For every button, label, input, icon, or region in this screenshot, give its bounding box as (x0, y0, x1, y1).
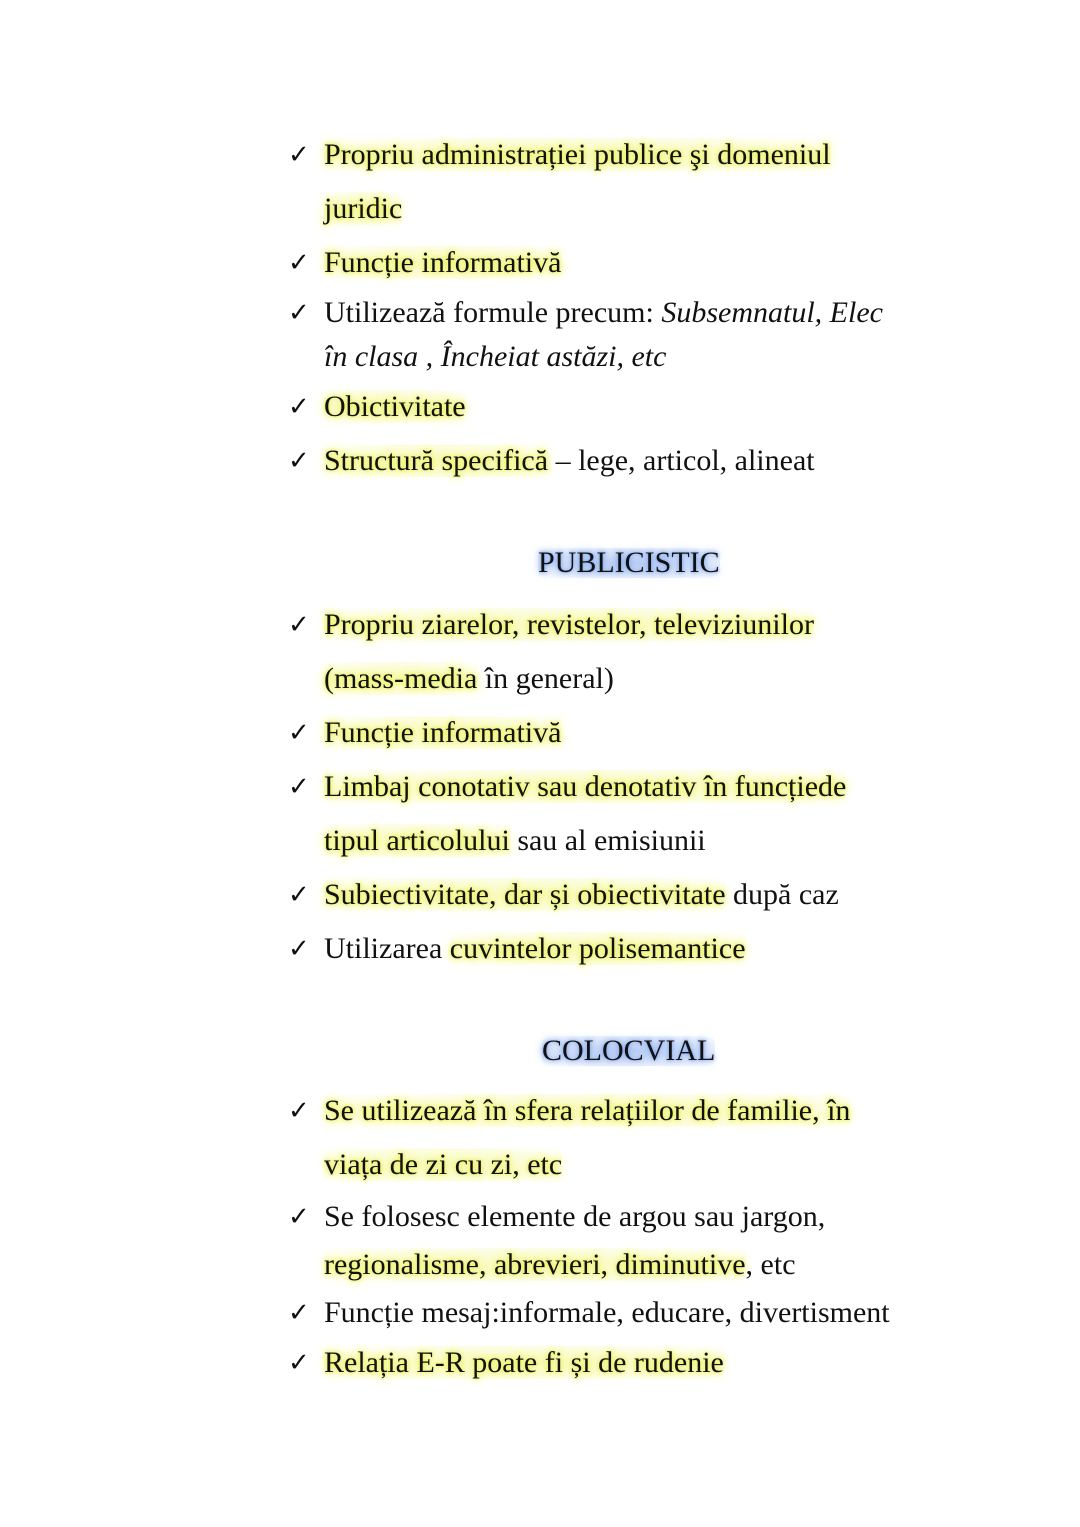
item-line (324, 664, 614, 694)
text-run: Utilizarea (324, 932, 450, 965)
item-line (324, 194, 402, 224)
item-line (324, 392, 466, 422)
highlighted-text: cuvintelor polisemantice (449, 932, 746, 965)
item-line (324, 342, 666, 372)
item-line (324, 248, 561, 278)
item-line (324, 826, 706, 856)
item-line (324, 1096, 850, 1126)
text-run: în general) (477, 662, 614, 695)
item-line (324, 1250, 796, 1280)
highlighted-text: viața de zi cu zi, etc (324, 1148, 563, 1181)
checkmark-icon: ✓ (288, 718, 310, 748)
highlighted-text: Funcție informativă (324, 716, 562, 749)
highlighted-text: Limbaj conotativ sau denotativ în funcțiede (324, 770, 847, 803)
checkmark-icon: ✓ (288, 446, 310, 476)
highlighted-text: Propriu administrației publice şi domeniul (324, 138, 831, 171)
checkmark-icon: ✓ (288, 772, 310, 802)
checkmark-icon: ✓ (288, 934, 310, 964)
checkmark-icon: ✓ (288, 880, 310, 910)
highlighted-text: Structură specifică (324, 444, 549, 477)
section-heading-colocvial: COLOCVIAL (542, 1034, 716, 1067)
checkmark-icon: ✓ (288, 1348, 310, 1378)
item-line (324, 446, 815, 476)
text-run: Utilizează formule precum: (324, 296, 662, 329)
checkmark-icon: ✓ (288, 392, 310, 422)
highlighted-text: juridic (324, 192, 403, 225)
text-run: după caz (725, 878, 839, 911)
checkmark-icon: ✓ (288, 610, 310, 640)
highlighted-text: tipul articolului (324, 824, 510, 857)
checkmark-icon: ✓ (288, 1298, 310, 1328)
highlighted-text: Subiectivitate, dar și obiectivitate (324, 878, 726, 911)
item-line (324, 1150, 562, 1180)
highlighted-text: Obictivitate (324, 390, 466, 423)
checkmark-icon: ✓ (288, 140, 310, 170)
highlighted-text: Funcție informativă (324, 246, 562, 279)
italic-text: Subsemnatul, Elec (661, 296, 883, 329)
item-line (324, 772, 846, 802)
checkmark-icon: ✓ (288, 298, 310, 328)
checkmark-icon: ✓ (288, 1202, 310, 1232)
item-line (324, 1348, 724, 1378)
item-line (324, 1202, 825, 1232)
highlighted-text: Propriu ziarelor, revistelor, televiziunilor (324, 608, 814, 641)
italic-text: în clasa , Încheiat astăzi, etc (324, 340, 667, 373)
checkmark-icon: ✓ (288, 1096, 310, 1126)
text-run: – lege, articol, alineat (548, 444, 815, 477)
section-heading-publicistic: PUBLICISTIC (538, 546, 720, 579)
item-line (324, 1298, 890, 1328)
text-run: Funcție mesaj:informale, educare, divertisment (324, 1296, 890, 1329)
highlighted-text: Relația E-R poate fi și de rudenie (324, 1346, 724, 1379)
highlighted-text: Se utilizează în sfera relațiilor de familie, în (324, 1094, 851, 1127)
text-run: sau al emisiunii (509, 824, 706, 857)
checkmark-icon: ✓ (288, 248, 310, 278)
item-line (324, 610, 814, 640)
item-line (324, 140, 831, 170)
text-run: , etc (745, 1248, 796, 1281)
text-run: Se folosesc elemente de argou sau jargon, (324, 1200, 826, 1233)
item-line (324, 934, 746, 964)
item-line (324, 718, 561, 748)
item-line (324, 298, 883, 328)
item-line (324, 880, 839, 910)
highlighted-text: regionalisme, abrevieri, diminutive (324, 1248, 746, 1281)
highlighted-text: (mass-media (324, 662, 478, 695)
